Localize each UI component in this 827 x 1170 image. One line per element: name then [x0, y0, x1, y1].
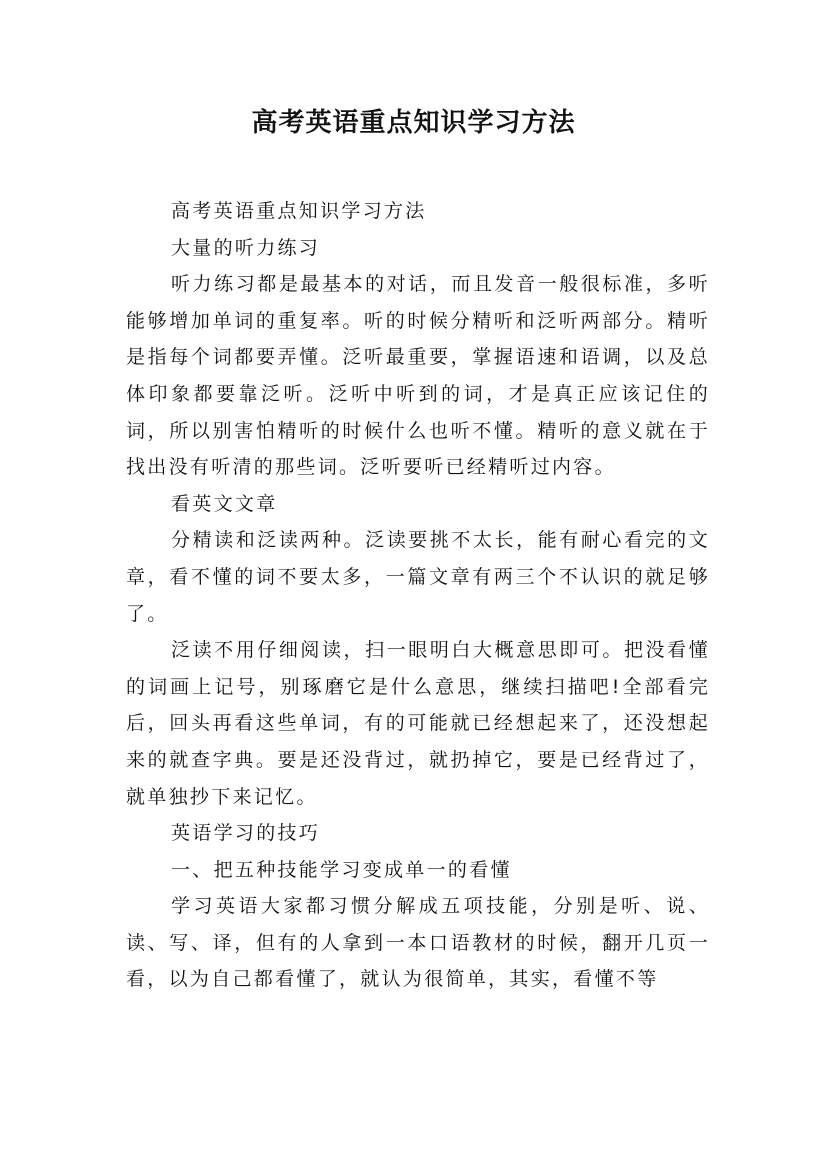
- paragraph-reading-types: 分精读和泛读两种。泛读要挑不太长，能有耐心看完的文章，看不懂的词不要太多，一篇文章有两三个不认识的就足够了。: [126, 529, 710, 625]
- document-body: [126, 193, 710, 998]
- section-heading-tips: 英语学习的技巧: [171, 822, 321, 845]
- paragraph-listening: 听力练习都是最基本的对话，而且发音一般很标准，多听能够增加单词的重复率。听的时候分精听和泛听两部分。精听是指每个词都要弄懂。泛听最重要，掌握语速和语调，以及总体印象都要靠泛听。泛听中听到的词，才是真正应该记住的词，所以别害怕精听的时候什么也听不懂。精听的意义就在于找出没有听清的那些词。泛听要听已经精听过内容。: [126, 273, 710, 479]
- paragraph-heading-repeat: 高考英语重点知识学习方法: [171, 200, 427, 222]
- subheading-five-skills: 一、把五种技能学习变成单一的看懂: [171, 858, 512, 881]
- document-title: 高考英语重点知识学习方法: [251, 108, 576, 138]
- section-heading-reading: 看英文文章: [171, 492, 278, 515]
- section-heading-listening: 大量的听力练习: [171, 236, 321, 259]
- paragraph-extensive-reading: 泛读不用仔细阅读，扫一眼明白大概意思即可。把没看懂的词画上记号，别琢磨它是什么意思，继续扫描吧!全部看完后，回头再看这些单词，有的可能就已经想起来了，还没想起来的就查字典。要是还没背过，就扔掉它，要是已经背过了，就单独抄下来记忆。: [126, 639, 710, 808]
- paragraph-five-skills: 学习英语大家都习惯分解成五项技能，分别是听、说、读、写、译，但有的人拿到一本口语教材的时候，翻开几页一看，以为自己都看懂了，就认为很简单，其实，看懂不等: [126, 895, 710, 991]
